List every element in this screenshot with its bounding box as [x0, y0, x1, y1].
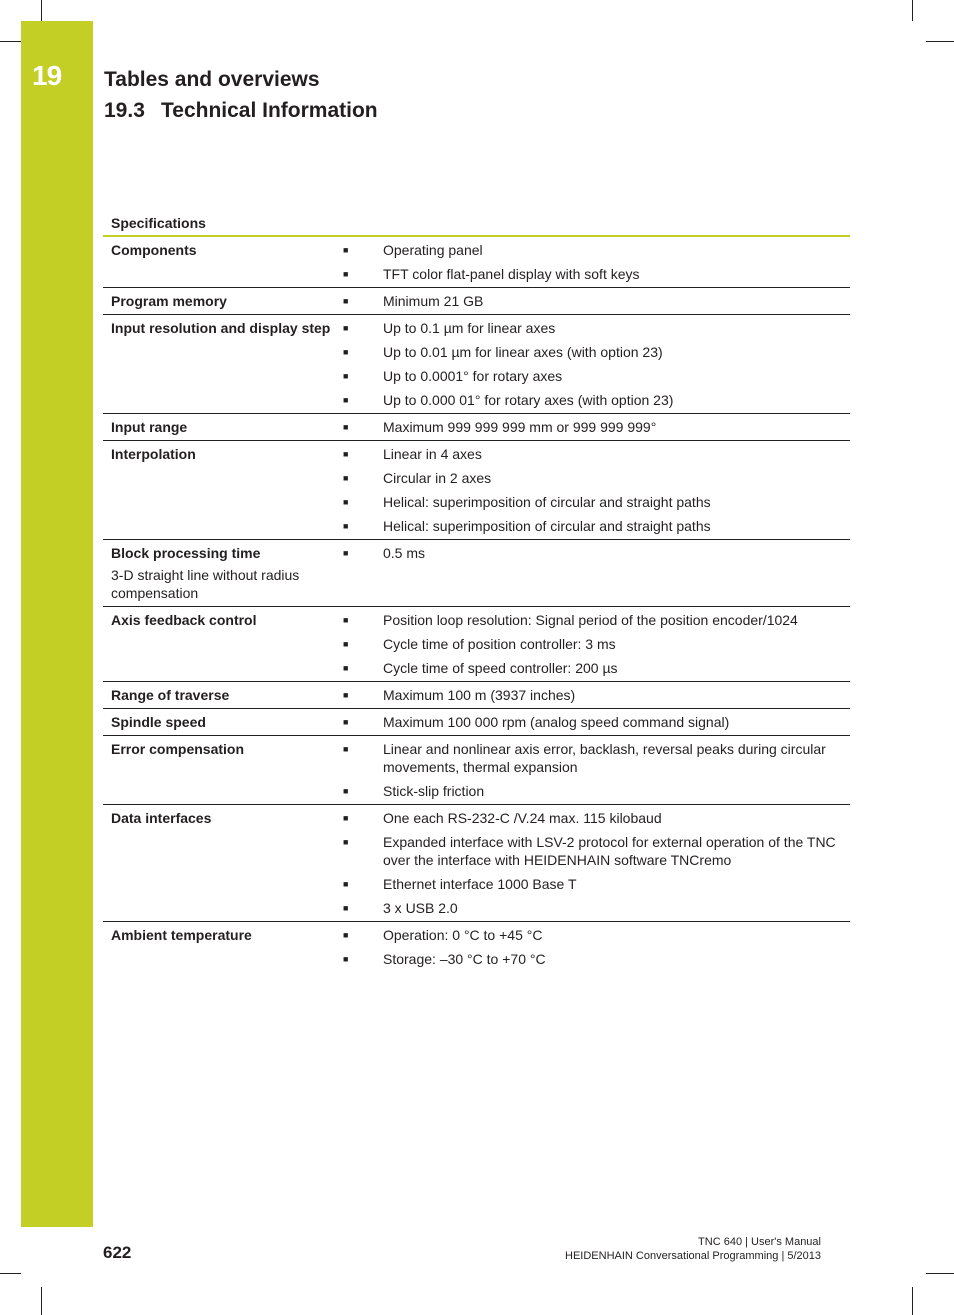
square-bullet-icon: ■ — [343, 422, 349, 432]
list-item-text: Helical: superimposition of circular and straight paths — [383, 518, 711, 534]
row-label-cell — [103, 445, 335, 535]
table-row — [103, 805, 850, 922]
list-item — [335, 833, 850, 869]
crop-mark — [0, 41, 21, 42]
list-item — [335, 343, 850, 361]
square-bullet-icon: ■ — [343, 663, 349, 673]
square-bullet-icon: ■ — [343, 744, 349, 754]
list-item — [335, 686, 850, 704]
list-item — [335, 899, 850, 917]
square-bullet-icon: ■ — [343, 347, 349, 357]
row-label: Interpolation — [111, 446, 196, 462]
list-item-text: Operating panel — [383, 242, 483, 258]
row-label-cell — [103, 319, 335, 409]
row-label: Range of traverse — [111, 687, 230, 703]
chapter-title: Tables and overviews — [104, 68, 320, 91]
list-item — [335, 926, 850, 944]
square-bullet-icon: ■ — [343, 323, 349, 333]
table-row — [103, 441, 850, 540]
row-items — [335, 686, 850, 704]
list-item-text: 0.5 ms — [383, 545, 426, 561]
list-item-text: Circular in 2 axes — [383, 470, 492, 486]
list-item-text: Ethernet interface 1000 Base T — [383, 876, 577, 892]
square-bullet-icon: ■ — [343, 449, 349, 459]
row-label-cell — [103, 686, 335, 704]
page-number: 622 — [103, 1243, 132, 1262]
list-item-text: Up to 0.000 01° for rotary axes (with option 23) — [383, 392, 674, 408]
table-row — [103, 736, 850, 805]
square-bullet-icon: ■ — [343, 615, 349, 625]
square-bullet-icon: ■ — [343, 903, 349, 913]
square-bullet-icon: ■ — [343, 837, 349, 847]
table-row — [103, 237, 850, 288]
row-label-cell — [103, 292, 335, 310]
list-item — [335, 241, 850, 259]
list-item — [335, 713, 850, 731]
row-items — [335, 713, 850, 731]
row-label-cell — [103, 926, 335, 968]
list-item — [335, 544, 850, 562]
list-item — [335, 809, 850, 827]
list-item-text: One each RS-232-C /V.24 max. 115 kilobaud — [383, 810, 662, 826]
square-bullet-icon: ■ — [343, 371, 349, 381]
table-row — [103, 922, 850, 972]
row-label: Block processing time — [111, 545, 261, 561]
list-item — [335, 292, 850, 310]
square-bullet-icon: ■ — [343, 245, 349, 255]
list-item — [335, 319, 850, 337]
list-item-text: Maximum 100 000 rpm (analog speed command signal) — [383, 714, 730, 730]
row-label: Input resolution and display step — [111, 320, 331, 336]
list-item — [335, 782, 850, 800]
row-label-cell — [103, 241, 335, 283]
list-item-text: Maximum 999 999 999 mm or 999 999 999° — [383, 419, 657, 435]
row-label-cell — [103, 611, 335, 677]
square-bullet-icon: ■ — [343, 717, 349, 727]
square-bullet-icon: ■ — [343, 296, 349, 306]
crop-mark — [41, 1287, 42, 1315]
list-item-text: Up to 0.0001° for rotary axes — [383, 368, 563, 384]
specifications-table — [103, 213, 850, 972]
row-label: Error compensation — [111, 741, 245, 757]
row-label: Program memory — [111, 293, 227, 309]
row-label-cell — [103, 740, 335, 800]
crop-mark — [41, 0, 42, 21]
table-row — [103, 315, 850, 414]
crop-mark — [926, 41, 954, 42]
list-item-text: Linear and nonlinear axis error, backlash, reversal peaks during circular movements, thermal expansion — [383, 741, 826, 775]
list-item-text: Maximum 100 m (3937 inches) — [383, 687, 576, 703]
list-item-text: Operation: 0 °C to +45 °C — [383, 927, 543, 943]
square-bullet-icon: ■ — [343, 269, 349, 279]
square-bullet-icon: ■ — [343, 473, 349, 483]
row-label: Spindle speed — [111, 714, 206, 730]
list-item — [335, 740, 850, 776]
square-bullet-icon: ■ — [343, 690, 349, 700]
footer — [565, 1235, 821, 1263]
row-label: Ambient temperature — [111, 927, 252, 943]
row-label: Input range — [111, 419, 188, 435]
list-item-text: Cycle time of position controller: 3 ms — [383, 636, 616, 652]
row-label-cell — [103, 713, 335, 731]
square-bullet-icon: ■ — [343, 786, 349, 796]
square-bullet-icon: ■ — [343, 930, 349, 940]
list-item — [335, 265, 850, 283]
row-label-cell — [103, 418, 335, 436]
list-item — [335, 611, 850, 629]
table-row — [103, 607, 850, 682]
section-number: 19.3 — [104, 99, 145, 122]
list-item — [335, 659, 850, 677]
footer-line-2: HEIDENHAIN Conversational Programming | 5/2013 — [565, 1250, 821, 1262]
list-item — [335, 367, 850, 385]
list-item-text: Linear in 4 axes — [383, 446, 482, 462]
square-bullet-icon: ■ — [343, 395, 349, 405]
table-body — [103, 237, 850, 972]
list-item-text: Helical: superimposition of circular and straight paths — [383, 494, 711, 510]
section-title-text: Technical Information — [161, 99, 378, 122]
row-items — [335, 544, 850, 602]
row-label-cell — [103, 809, 335, 917]
crop-mark — [912, 0, 913, 21]
row-items — [335, 418, 850, 436]
list-item-text: Up to 0.1 µm for linear axes — [383, 320, 556, 336]
list-item — [335, 635, 850, 653]
chapter-sidebar — [21, 21, 93, 1227]
list-item — [335, 391, 850, 409]
square-bullet-icon: ■ — [343, 497, 349, 507]
list-item-text: Up to 0.01 µm for linear axes (with option 23) — [383, 344, 663, 360]
row-sublabel: 3-D straight line without radius compensation — [111, 567, 300, 601]
table-row — [103, 682, 850, 709]
list-item-text: Expanded interface with LSV-2 protocol for external operation of the TNC over the interface with HEIDENHAIN software TNCremo — [383, 834, 836, 868]
table-header: Specifications — [103, 213, 850, 237]
table-row — [103, 288, 850, 315]
row-items — [335, 319, 850, 409]
row-items — [335, 926, 850, 968]
list-item — [335, 445, 850, 463]
list-item — [335, 493, 850, 511]
row-items — [335, 292, 850, 310]
table-row — [103, 709, 850, 736]
list-item-text: Stick-slip friction — [383, 783, 485, 799]
row-items — [335, 740, 850, 800]
row-items — [335, 611, 850, 677]
list-item — [335, 950, 850, 968]
row-items — [335, 241, 850, 283]
chapter-number: 19 — [32, 60, 62, 91]
list-item — [335, 517, 850, 535]
square-bullet-icon: ■ — [343, 879, 349, 889]
list-item-text: 3 x USB 2.0 — [383, 900, 458, 916]
row-items — [335, 809, 850, 917]
footer-line-1: TNC 640 | User's Manual — [698, 1236, 821, 1248]
list-item-text: TFT color flat-panel display with soft keys — [383, 266, 640, 282]
crop-mark — [912, 1287, 913, 1315]
crop-mark — [0, 1273, 21, 1274]
square-bullet-icon: ■ — [343, 813, 349, 823]
square-bullet-icon: ■ — [343, 521, 349, 531]
list-item — [335, 418, 850, 436]
crop-mark — [926, 1273, 954, 1274]
list-item-text: Minimum 21 GB — [383, 293, 484, 309]
square-bullet-icon: ■ — [343, 639, 349, 649]
row-label: Components — [111, 242, 197, 258]
list-item — [335, 469, 850, 487]
list-item-text: Storage: –30 °C to +70 °C — [383, 951, 546, 967]
list-item — [335, 875, 850, 893]
row-label-cell — [103, 544, 335, 602]
table-row — [103, 414, 850, 441]
square-bullet-icon: ■ — [343, 548, 349, 558]
row-label: Data interfaces — [111, 810, 212, 826]
square-bullet-icon: ■ — [343, 954, 349, 964]
row-items — [335, 445, 850, 535]
list-item-text: Cycle time of speed controller: 200 µs — [383, 660, 618, 676]
section-title — [104, 99, 378, 123]
table-row — [103, 540, 850, 607]
row-label: Axis feedback control — [111, 612, 257, 628]
list-item-text: Position loop resolution: Signal period of the position encoder/1024 — [383, 612, 798, 628]
